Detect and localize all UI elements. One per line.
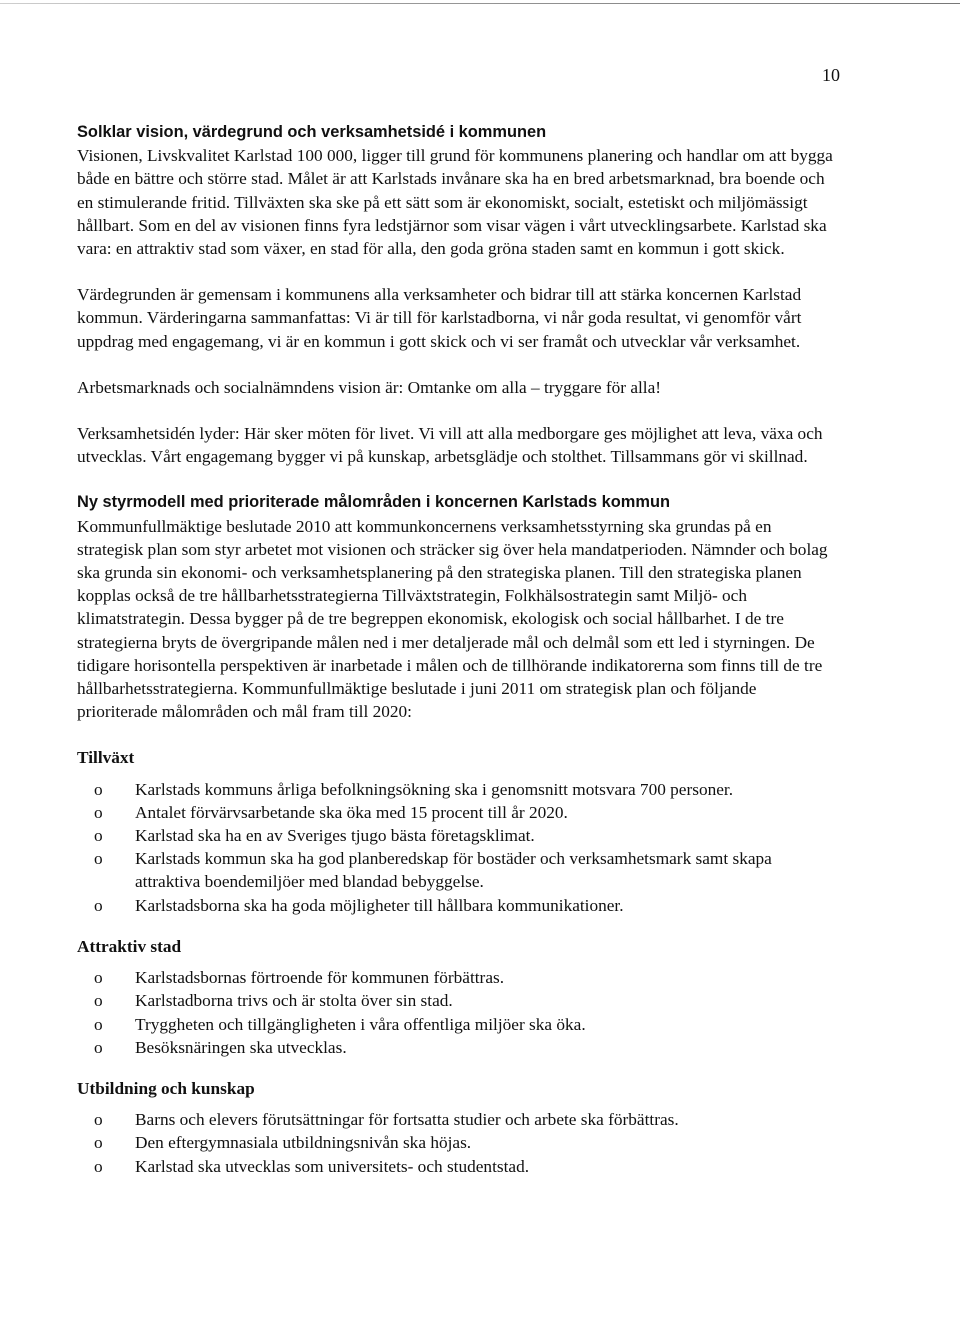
bullet-icon: o	[94, 1014, 103, 1034]
bullet-icon: o	[94, 849, 103, 869]
list-item: o Karlstadsborna ska ha goda möjligheter till hållbara kommunikationer.	[77, 894, 837, 917]
paragraph-vision: Visionen, Livskvalitet Karlstad 100 000, ligger till grund för kommunens planering och handlar om att bygga både en bättre och större stad. Målet är att Karlstads invånare ska ha en bred arbetsmarknad, bra boende och en stimulerande fritid. Tillväxten ska ske på ett sätt som är ekonomiskt, socialt, estetiskt och miljömässigt hållbart. Som en del av visionen finns fyra ledstjärnor som visar vägen i vårt utvecklingsarbete. Karlstad ska vara: en attraktiv stad som växer, en stad för alla, den goda gröna staden samt en kommun i gott skick.	[77, 146, 833, 259]
document-body	[77, 121, 837, 1196]
goal-area-title-tillvaxt: Tillväxt	[77, 748, 135, 768]
paragraph-nämnd-vision: Arbetsmarknads och socialnämndens vision är: Omtanke om alla – tryggare för alla!	[77, 377, 662, 397]
section-title-vision: Solklar vision, värdegrund och verksamhetsidé i kommunen	[77, 123, 547, 141]
paragraph-verksamhetside: Verksamhetsidén lyder: Här sker möten för livet. Vi vill att alla medborgare ges möjlighet att leva, växa och utvecklas. Vårt engagemang bygger vi på kunskap, arbetsglädje och stolthet. Tillsammans gör vi skillnad.	[77, 424, 823, 467]
bullet-icon: o	[94, 826, 103, 846]
list-item: o Karlstads kommuns årliga befolkningsökning ska i genomsnitt motsvara 700 personer.	[77, 778, 837, 801]
list-item: o Den eftergymnasiala utbildningsnivån ska höjas.	[77, 1131, 837, 1154]
bullet-icon: o	[94, 895, 103, 915]
bullet-icon: o	[94, 802, 103, 822]
goal-list-attraktiv-stad	[77, 966, 837, 1059]
list-item: o Karlstad ska utvecklas som universitets- och studentstad.	[77, 1155, 837, 1178]
paragraph-vardegrund: Värdegrunden är gemensam i kommunens alla verksamheter och bidrar till att stärka koncernen Karlstad kommun. Värderingarna sammanfattas: Vi är till för karlstadborna, vi når goda resultat, vi genomför vårt uppdrag med engagemang, vi är en kommun i gott skick och vi ser framåt och utvecklar vår verksamhet.	[77, 285, 802, 351]
goal-list-tillvaxt	[77, 778, 837, 917]
goal-area-title-utbildning: Utbildning och kunskap	[77, 1078, 255, 1098]
bullet-icon: o	[94, 1133, 103, 1153]
list-item: o Besöksnäringen ska utvecklas.	[77, 1036, 837, 1059]
bullet-icon: o	[94, 1037, 103, 1057]
paragraph-styrmodell: Kommunfullmäktige beslutade 2010 att kommunkoncernens verksamhetsstyrning ska grundas på en strategisk plan som styr arbetet mot visionen och sträcker sig över hela mandatperioden. Nämnder och bolag ska grunda sin ekonomi- och verksamhetsplanering på den strategiska planen. Till den strategiska planen kopplas också de tre hållbarhetsstrategierna Tillväxtstrategin, Folkhälsostrategin samt Miljö- och klimatstrategin. Dessa bygger på de tre begreppen ekonomisk, ekologisk och social hållbarhet. I de tre strategierna bryts de övergripande målen ned i mer detaljerade mål och delmål som ett led i styrningen. De tidigare horisontella perspektiven är inarbetade i målen och de tillhörande indikatorerna som finns till de tre hållbarhetsstrategierna. Kommunfullmäktige beslutade i juni 2011 om strategisk plan och följande prioriterade målområden och mål fram till 2020:	[77, 516, 828, 722]
list-item: o Tryggheten och tillgängligheten i våra offentliga miljöer ska öka.	[77, 1013, 837, 1036]
section-title-styrmodell: Ny styrmodell med prioriterade målområden i koncernen Karlstads kommun	[77, 493, 670, 512]
goal-list-utbildning	[77, 1108, 837, 1178]
page-number: 10	[822, 65, 840, 85]
bullet-icon: o	[94, 991, 103, 1011]
bullet-icon: o	[94, 779, 103, 799]
bullet-icon: o	[94, 968, 103, 988]
list-item: o Antalet förvärvsarbetande ska öka med 15 procent till år 2020.	[77, 801, 837, 824]
list-item: o Karlstads kommun ska ha god planberedskap för bostäder och verksamhetsmark samt skapa attraktiva boendemiljöer med blandad bebyggelse.	[94, 849, 772, 892]
list-item: o Karlstadborna trivs och är stolta över sin stad.	[77, 989, 837, 1012]
bullet-icon: o	[94, 1110, 103, 1130]
list-item: o Karlstad ska ha en av Sveriges tjugo bästa företagsklimat.	[77, 824, 837, 847]
list-item: o Barns och elevers förutsättningar för fortsatta studier och arbete ska förbättras.	[77, 1108, 837, 1131]
scan-top-line	[0, 3, 960, 4]
list-item: o Karlstadsbornas förtroende för kommunen förbättras.	[77, 966, 837, 989]
bullet-icon: o	[94, 1156, 103, 1176]
goal-area-title-attraktiv-stad: Attraktiv stad	[77, 936, 182, 956]
